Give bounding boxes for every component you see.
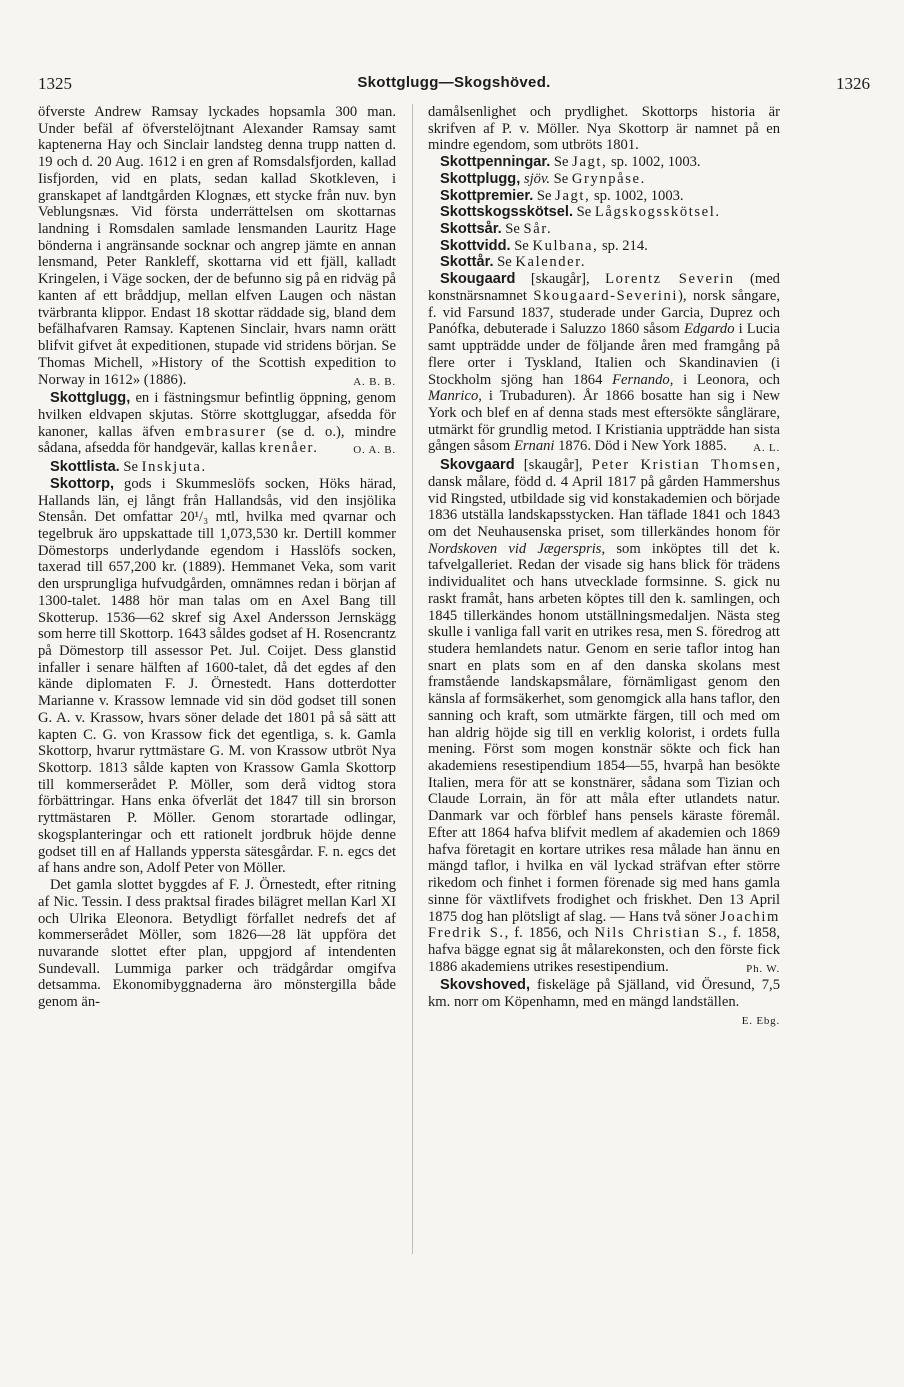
cross-reference: Kulbana,: [532, 237, 599, 254]
entry-text: i Lucia samt uppträdde under de följande åren med framgång på flere orter i Tyskland, Italien och Skandinavien (i Stockholm sjöng han 1864: [428, 321, 780, 388]
author-signature: A. B. B.: [353, 375, 396, 388]
cross-reference: Sår.: [523, 221, 553, 238]
entry-skottpremier: [428, 188, 780, 205]
right-column: [428, 104, 780, 1030]
entry-text: (se d. o.), mindre sådana, afsedda för handgevär, kallas: [38, 423, 396, 457]
entry-text: Se: [493, 254, 516, 271]
cross-reference: Kalender.: [515, 254, 587, 271]
headword: Skougaard: [440, 271, 516, 288]
entry-skottar-continued: [38, 104, 396, 388]
headword: Skottlista.: [50, 459, 120, 476]
entry-text: [skaugår],: [514, 457, 592, 474]
headword: Skottskogsskötsel.: [440, 204, 574, 221]
entry-text: Se: [550, 170, 572, 187]
entry-text: , i Leonora, och: [669, 371, 780, 388]
role-title: Manrico: [428, 388, 479, 405]
entry-skottskogsskotsel: [428, 204, 780, 221]
column-divider: [412, 104, 413, 1254]
headword: Skottpremier.: [440, 187, 534, 204]
entry-text: Se: [119, 459, 142, 476]
page-number-right: 1326: [836, 74, 870, 93]
spaced-reference: krenåer.: [259, 440, 319, 457]
headword: Skottsår.: [440, 221, 502, 238]
entry-skottglugg: [38, 390, 396, 457]
page-header: [38, 74, 870, 98]
role-title: Edgardo: [683, 321, 735, 338]
cross-reference: Jagt,: [555, 187, 591, 204]
entry-text: en i fästningsmur befintlig öppning, genom hvilken eldvapen skjutas. Större skottgluggar, afsedda för kanoner, kallas äfven: [38, 390, 396, 440]
entry-text: 1876. Död i New York 1885.: [554, 438, 727, 455]
entry-skottar: [428, 254, 780, 271]
entry-skottorp-paragraph-2: Det gamla slottet byggdes af F. J. Örnestedt, efter ritning af Nic. Tessin. I dess praktsal firades bilägret mellan Karl XI och Ulrika Eleonora. Betydligt förfallet nedrefs det af kommerserådet Möller, som 1826—28 lät uppföra det nuvarande slottet efter plan, uppgjord af intendenten Sundevall. Lummiga parker och trädgårdar omgifva detsamma. Ekonomibyggnaderna äro mönstergilla både genom än-: [38, 877, 396, 1011]
entry-text: Se: [510, 237, 533, 254]
paragraph-text: öfverste Andrew Ramsay lyckades hopsamla 300 man. Under befäl af öfverstelöjtnant Alexander Ramsay samt kaptenerna Hay och Sinclair landsteg denna trupp natten d. 19 och d. 20 Aug. 1612 i en gren af Romsdalsfjorden, kallad Iisfjorden, vid en plats, sedan kallad Skotkleven, i granskapet af landtgården Klognæs, ett stycke från nuv. byn Veblungsnæs. Vid första underrättelsen om skottarnas landning i Romsdalen samlade lensmanden Lauritz Hage bönderna i angränsande socknar och angrep jämte en annan lensmand, Peter Rankleff, skottarna vid ett fjäll, kalladt Kringelen, i Väge socken, der de befunno sig på en ridväg på kanten af ett bråddjup, mellan elfven Laugen och nästan tvärbranta klippor. Endast 18 skottar räddade sig, bland dem befälhafvaren Ramsay. Kaptenen Sinclair, hvars namn orätt blifvit gifvet åt expeditionen, stupade vid stridens början. Se Thomas Michell, »History of the Scottish expedition to Norway in 1612» (1886).: [38, 104, 396, 388]
page-number-left: 1325: [38, 74, 72, 93]
entry-skottplugg: [428, 171, 780, 188]
headword: Skottorp,: [50, 475, 115, 492]
entry-text: Se: [573, 204, 595, 221]
person-name: Peter Kristian Thomsen: [591, 457, 777, 474]
entry-text: , dansk målare, född d. 4 April 1817 på gården Hammershus vid Ringsted, utbildade sig vid konstakademien och började 1836 utställa landskapsstycken. Han täflade 1841 och 1843 om det Neuhausenska priset, som tillerkändes honom för: [428, 457, 780, 540]
cross-reference: Jagt,: [572, 154, 608, 171]
entry-text: sp. 1002, 1003.: [590, 187, 684, 204]
entry-text: ), norsk sångare, f. vid Farsund 1837, studerade under Garcia, Duprez och Panófka, debuterade i Saluzzo 1860 såsom: [428, 287, 781, 338]
headword: Skottplugg,: [440, 170, 521, 187]
person-name: Nils Christian S.: [594, 925, 724, 942]
entry-text: gods i Skummeslöfs socken, Höks härad, Hallands län, ej långt från Hallandsås, vid den insjölika Stensån. Det omfattar 20¹/₃ mtl, hvilka med qvarnar och tegelbruk äro uppskattade till 1,073,530 kr. Dertill kommer Dömestorps underlydande egendom i Hasslöfs socken, taxerad till 657,200 kr. (1889). Hemmanet Veka, som varit den ursprungliga hufvudgården, omnämnes redan i början af 1300-talet. 1488 hör man talas om en Axel Bang till Skotterup. 1536—62 skref sig Axel Andersson Jernskägg som herre till Skottorp. 1643 såldes godset af H. Rosencrantz på Dömestorp till assessor Pet. Jul. Coijet. Dess glanstid infaller i senare hälften af 1600-talet, då det egdes af den kände diplomaten F. J. Örnestedt. Hans dotterdotter Marianne v. Krassow lemnade vid sin död godset till sonen G. A. v. Krassow, hvars söner delade det 1801 på så sätt att kapten C. G. von Krassow fick det egentliga, s. k. Gamla Skottorp, hvarur ryttmästare G. M. von Krassow utbröt Nya Skottorp. 1813 sålde kapten von Krassow Gamla Skottorp till kommerserådet P. Möller, som derå vidtog stora förbättringar. Hans enka öfverlät det 1847 till sin brorson ryttmästaren P. Möller. Genom storartade odlingar, skogsplanteringar och ett rationelt jordbruk höjde denne godset till en af Hallands yppersta sätesgårdar. F. n. egcs det af hans andre son, Adolf Peter von Möller.: [38, 475, 396, 877]
entry-text: sp. 214.: [598, 237, 648, 254]
spaced-reference: embrasurer: [184, 423, 267, 440]
author-signature: O. A. B.: [353, 444, 396, 457]
running-title: Skottglugg—Skogshöved.: [357, 74, 551, 91]
headword: Skottglugg,: [50, 390, 131, 407]
entry-text: Se: [501, 221, 524, 238]
author-signature: A. L.: [753, 442, 780, 455]
left-column: [38, 104, 396, 1011]
entry-skovgaard: [428, 457, 780, 975]
entry-skougaard: [428, 271, 780, 455]
person-name: Skougaard-Severini: [533, 287, 679, 304]
entry-text: Se: [533, 187, 556, 204]
cross-reference: Lågskogsskötsel.: [594, 204, 721, 221]
headword: Skovgaard: [440, 457, 515, 474]
entry-skottorp: [38, 476, 396, 877]
headword: Skottår.: [440, 254, 494, 271]
author-signature: E. Ebg.: [741, 1014, 780, 1027]
cross-reference: Grynpåse.: [571, 170, 646, 187]
person-name: Joachim Fredrik S.: [428, 908, 780, 942]
entry-text: fiskeläge på Själland, vid Öresund, 7,5 km. norr om Köpenhamn, med en mängd landställen.: [428, 977, 780, 1011]
role-title: Fernando: [612, 371, 670, 388]
entry-text: Se: [550, 154, 573, 171]
headword: Skovshoved,: [440, 977, 531, 994]
person-name: Lorentz Severin: [605, 271, 735, 288]
domain-label: sjöv.: [520, 170, 550, 187]
entry-text: , f. 1858, hafva bägge egnat sig åt målarekonsten, och den förste fick 1886 akademiens utrikes resestipendium.: [428, 925, 780, 975]
headword: Skottvidd.: [440, 237, 511, 254]
entry-skottlista: [38, 459, 396, 476]
author-signature: Ph. W.: [746, 962, 780, 975]
entry-text: , i Trubaduren). År 1866 bosatte han sig i New York och blef en af denna stads mest eftersökte sånglärare, utmärkt för grundlig metod. I Kristiania uppträdde han sista gången såsom: [428, 388, 780, 455]
headword: Skottpenningar.: [440, 154, 551, 171]
entry-text: sp. 1002, 1003.: [607, 154, 701, 171]
entry-skottpenningar: [428, 154, 780, 171]
cross-reference: Inskjuta.: [141, 459, 207, 476]
role-title: Ernani: [513, 438, 555, 455]
entry-skottsar: [428, 221, 780, 238]
artwork-title: Nordskoven vid Jægerspris: [428, 540, 602, 557]
entry-text: [skaugår],: [515, 271, 606, 288]
entry-text: , f. 1856, och: [504, 925, 595, 942]
entry-text: , som inköptes till det k. tafvelgalleriet. Redan der visade sig hans blick för trädens individualitet och hans utvecklade formsinne. S. gick nu raskt framåt, hans arbeten köptes till den k. samlingen, och 1845 tillerkändes honom utställningsmedaljen. Nästa steg skulle i vanliga fall varit en utrikes resa, men S. föredrog att studera hemlandets natur. Genom en serie taflor intog han snart en plats som en af den danska skolans mest framstående landskapsmålare, förnämligast genom den känsla af formsäkerhet, som genomgick alla hans taflor, den sanning och kraft, som utmärkte färgen, till och med om han aldrig höjde sig till en verklig kolorist, i ordets fulla mening. Först som mogen konstnär sökte och fick han akademiens resestipendium 1854—55, hvarpå han besökte Italien, mera för att se konstnärer, sådana som Tizian och Claude Lorrain, än för att måla efter utlandets natur. Danmark var och förblef hans pensels käraste föremål. Efter att 1864 hafva blifvit medlem af akademien och 1869 hafva företagit en kortare utrikes resa målade han ännu en mängd taflor, i hvilka en väl lyckad sträfvan efter större rikedom och finhet i formen förenade sig med hans gamla sinne för växtlifvets frodighet och friskhet. Den 13 April 1875 dog han plötsligt af slag. — Hans två söner: [428, 540, 780, 925]
entry-skottorp-continued: damålsenlighet och prydlighet. Skottorps historia är skrifven af P. v. Möller. Nya Skottorp är namnet på en mindre egendom, som utbröts 1801.: [428, 104, 780, 154]
entry-skottvidd: [428, 238, 780, 255]
entry-text: (med konstnärsnamnet: [428, 271, 780, 304]
entry-skovshoved: [428, 977, 780, 1027]
